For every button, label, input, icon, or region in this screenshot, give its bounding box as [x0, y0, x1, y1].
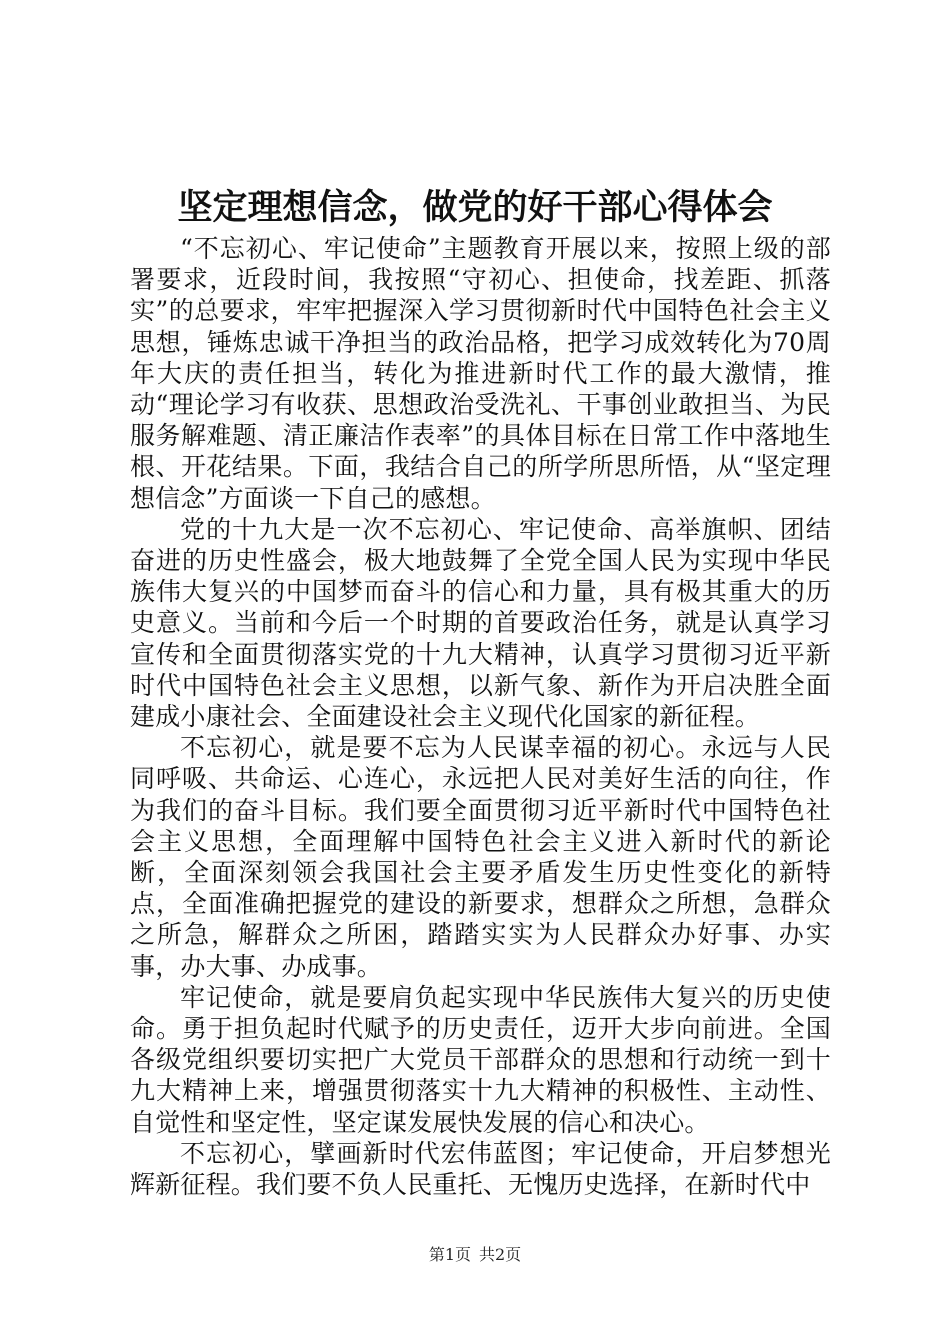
page-footer	[0, 1245, 950, 1265]
paragraph: 牢记使命，就是要肩负起实现中华民族伟大复兴的历史使命。勇于担负起时代赋予的历史责任，迈开大步向前进。全国各级党组织要切实把广大党员干部群众的思想和行动统一到十九大精神上来，增强贯彻落实十九大精神的积极性、主动性、自觉性和坚定性，坚定谋发展快发展的信心和决心。	[130, 982, 831, 1137]
page-number-current: 第1页	[428, 1245, 471, 1264]
document-body	[130, 233, 831, 1200]
paragraph: “不忘初心、牢记使命”主题教育开展以来，按照上级的部署要求，近段时间，我按照“守初心、担使命，找差距、抓落实”的总要求，牢牢把握深入学习贯彻新时代中国特色社会主义思想，锤炼忠诚干净担当的政治品格，把学习成效转化为70周年大庆的责任担当，转化为推进新时代工作的最大激情，推动“理论学习有收获、思想政治受洗礼、干事创业敢担当、为民服务解难题、清正廉洁作表率”的具体目标在日常工作中落地生根、开花结果。下面，我结合自己的所学所思所悟，从“坚定理想信念”方面谈一下自己的感想。	[130, 234, 831, 513]
paragraph: 不忘初心，就是要不忘为人民谋幸福的初心。永远与人民同呼吸、共命运、心连心，永远把人民对美好生活的向往，作为我们的奋斗目标。我们要全面贯彻习近平新时代中国特色社会主义思想，全面理解中国特色社会主义进入新时代的新论断，全面深刻领会我国社会主要矛盾发生历史性变化的新特点，全面准确把握党的建设的新要求，想群众之所想，急群众之所急，解群众之所困，踏踏实实为人民群众办好事、办实事，办大事、办成事。	[130, 733, 831, 981]
paragraph: 不忘初心，擘画新时代宏伟蓝图；牢记使命，开启梦想光辉新征程。我们要不负人民重托、无愧历史选择，在新时代中	[130, 1138, 831, 1200]
page-number-total: 共2页	[479, 1245, 522, 1264]
document-title: 坚定理想信念，做党的好干部心得体会	[177, 187, 773, 228]
paragraph: 党的十九大是一次不忘初心、牢记使命、高举旗帜、团结奋进的历史性盛会，极大地鼓舞了全党全国人民为实现中华民族伟大复兴的中国梦而奋斗的信心和力量，具有极其重大的历史意义。当前和今后一个时期的首要政治任务，就是认真学习宣传和全面贯彻落实党的十九大精神，认真学习贯彻习近平新时代中国特色社会主义思想，以新气象、新作为开启决胜全面建成小康社会、全面建设社会主义现代化国家的新征程。	[130, 514, 831, 732]
